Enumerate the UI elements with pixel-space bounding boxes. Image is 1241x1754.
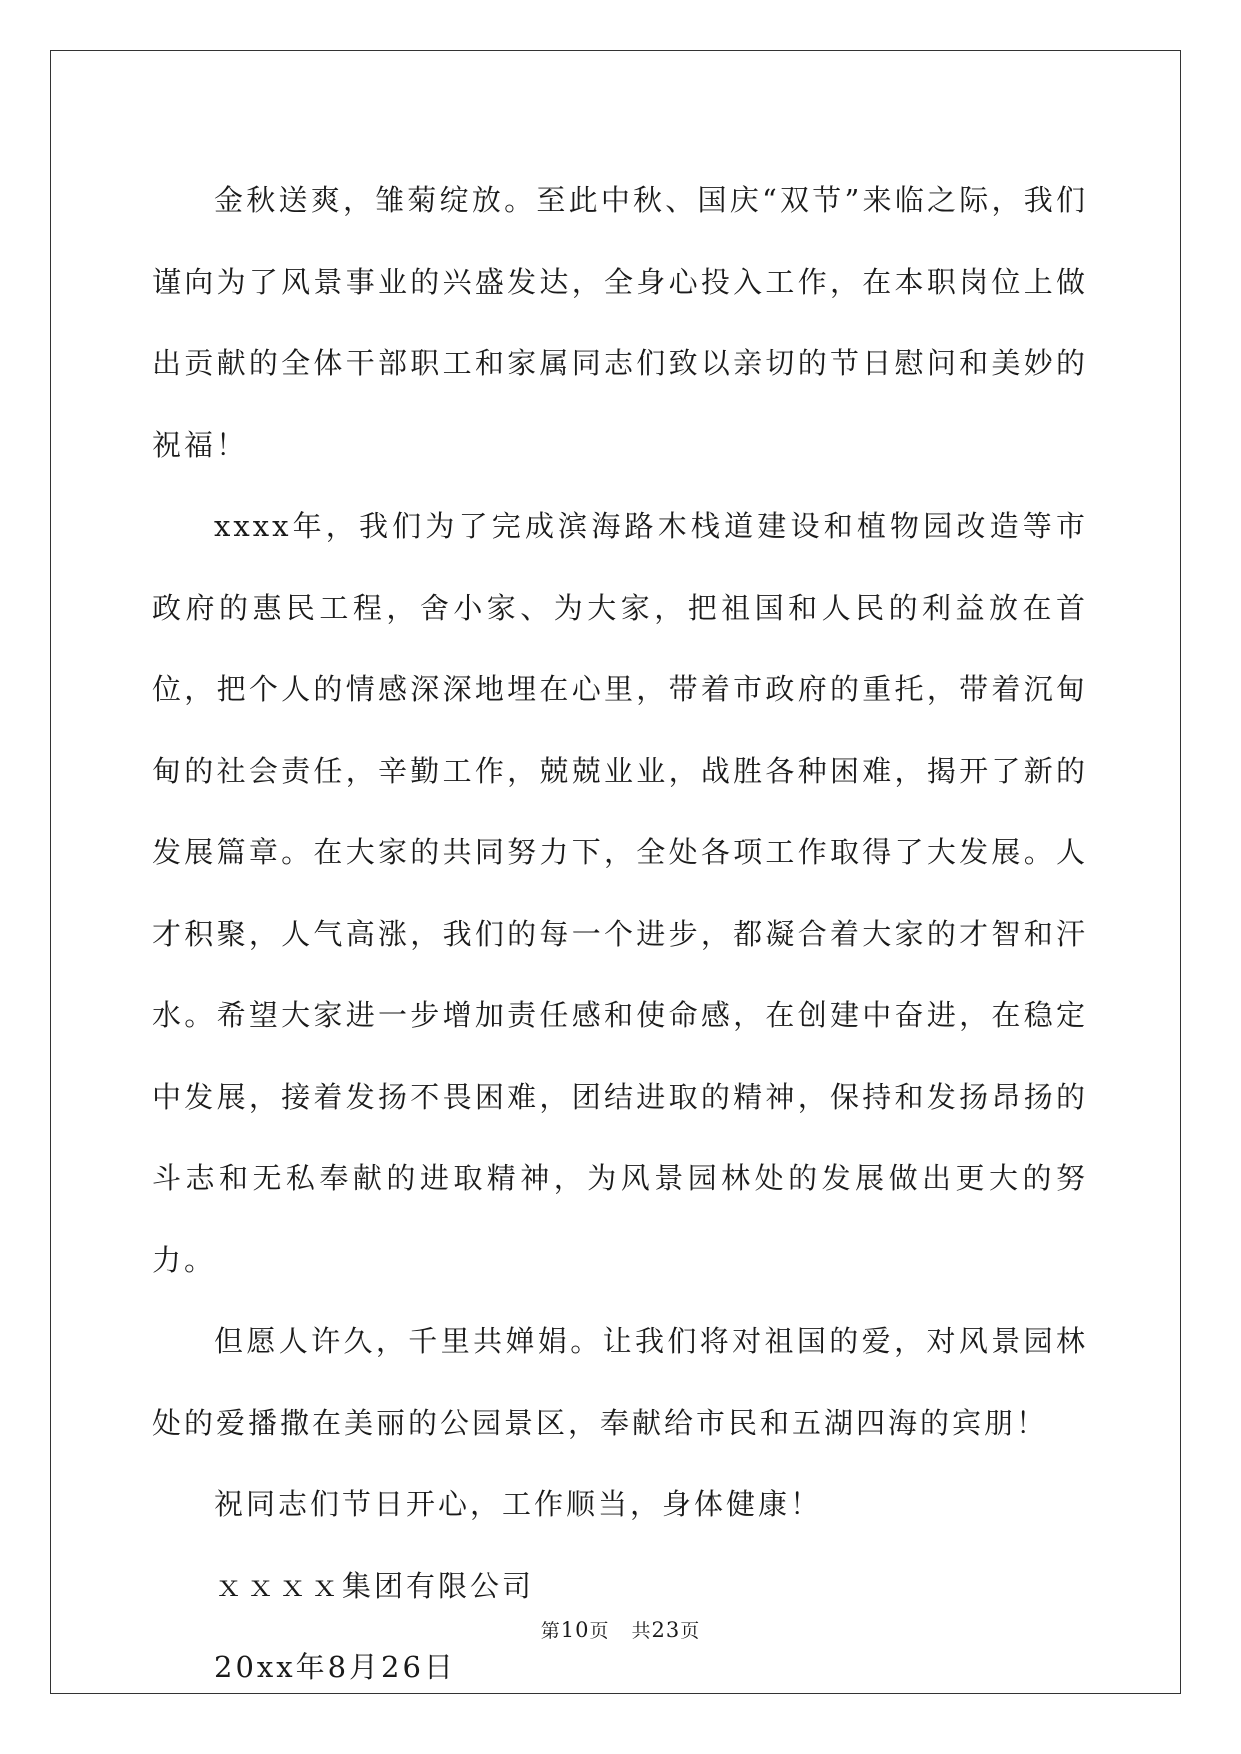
page-current: 10: [560, 1618, 590, 1642]
total-suffix: 页: [680, 1620, 701, 1642]
page-prefix: 第: [540, 1620, 561, 1642]
document-body: [152, 160, 1088, 1709]
signature-company: ｘｘｘｘ集团有限公司: [214, 1568, 535, 1603]
page-suffix: 页: [589, 1620, 610, 1642]
paragraph-wish: 祝同志们节日开心，工作顺当，身体健康！: [214, 1487, 823, 1521]
paragraph-achievements: xxxx年，我们为了完成滨海路木栈道建设和植物园改造等市政府的惠民工程，舍小家、为大家，把祖国和人民的利益放在首位，把个人的情感深深地埋在心里，带着市政府的重托，带着沉甸甸的社会责任，辛勤工作，兢兢业业，战胜各种困难，揭开了新的发展篇章。在大家的共同努力下，全处各项工作取得了大发展。人才积聚，人气高涨，我们的每一个进步，都凝合着大家的才智和汗水。希望大家进一步增加责任感和使命感，在创建中奋进，在稳定中发展，接着发扬不畏困难，团结进取的精神，保持和发扬昂扬的斗志和无私奉献的进取精神，为风景园林处的发展做出更大的努力。: [152, 509, 1088, 1277]
page-footer: [0, 1616, 1241, 1643]
paragraph-greeting: 金秋送爽，雏菊绽放。至此中秋、国庆“双节”来临之际，我们谨向为了风景事业的兴盛发达，全身心投入工作，在本职岗位上做出贡献的全体干部职工和家属同志们致以亲切的节日慰问和美妙的祝福！: [152, 183, 1088, 462]
total-prefix: 共: [631, 1620, 652, 1642]
page-total: 23: [651, 1618, 681, 1642]
paragraph-blessing: 但愿人许久，千里共婵娟。让我们将对祖国的爱，对风景园林处的爱播撒在美丽的公园景区，奉献给市民和五湖四海的宾朋！: [152, 1324, 1088, 1440]
signature-date: 20xx年8月26日: [214, 1650, 456, 1684]
